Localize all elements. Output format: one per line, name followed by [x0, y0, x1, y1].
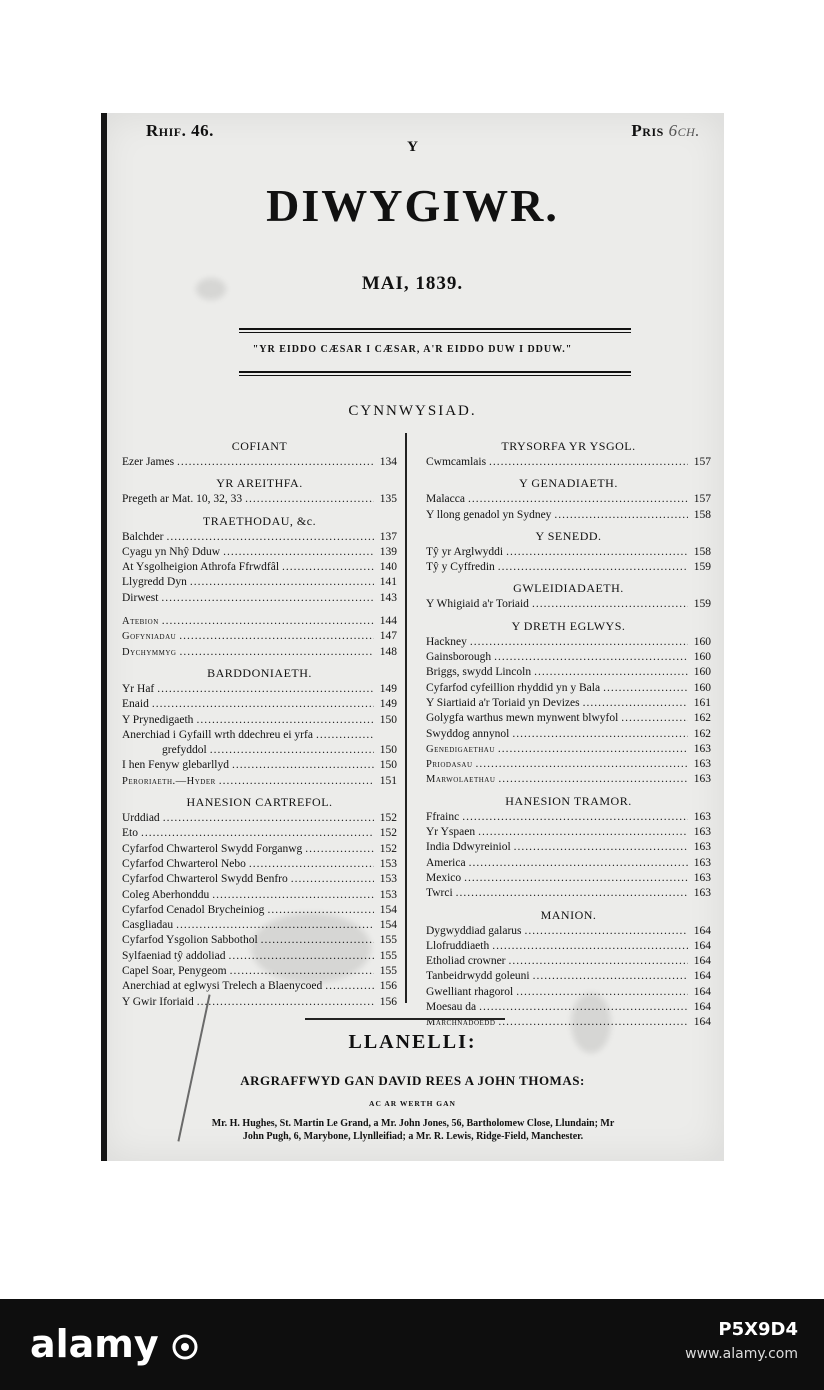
dot-leader — [163, 811, 374, 826]
toc-section-heading: Y GENADIAETH. — [519, 476, 618, 491]
toc-entry — [426, 508, 711, 523]
toc-entry — [426, 840, 711, 855]
toc-entry-title: Capel Soar, Penygeom — [122, 965, 227, 978]
dot-leader — [468, 492, 688, 507]
toc-entry-page: 164 — [693, 1016, 711, 1029]
dot-leader — [219, 774, 374, 789]
site-url: www.alamy.com — [685, 1346, 798, 1362]
dot-leader — [325, 979, 374, 994]
rule-bottom — [239, 371, 631, 376]
dot-leader — [305, 842, 374, 857]
toc-entry-page: 154 — [379, 903, 397, 916]
dot-leader — [179, 629, 374, 644]
dot-leader — [167, 530, 374, 545]
toc-entry-page: 143 — [379, 591, 397, 604]
toc-entry-page: 164 — [693, 1001, 711, 1014]
toc-section-heading: Y SENEDD. — [535, 528, 602, 543]
toc-entry — [122, 614, 397, 629]
toc-entry — [122, 842, 397, 857]
toc-entry-title: Eto — [122, 827, 138, 840]
toc-entry — [426, 924, 711, 939]
toc-entry-title: Atebion — [122, 616, 159, 628]
toc-entry — [426, 560, 711, 575]
toc-entry-page: 158 — [693, 508, 711, 521]
toc-section-heading: MANION. — [540, 907, 597, 922]
toc-entry-page: 156 — [379, 980, 397, 993]
toc-entry-title: Cyfarfod Chwarterol Swydd Benfro — [122, 873, 288, 886]
toc-entry-title: I hen Fenyw glebarllyd — [122, 759, 229, 772]
toc-entry-page: 163 — [693, 810, 711, 823]
toc-entry — [122, 743, 397, 758]
toc-entry-title: Urddiad — [122, 812, 160, 825]
toc-entry-page: 160 — [693, 651, 711, 664]
toc-left-column — [122, 433, 397, 1010]
toc-entry — [122, 995, 397, 1010]
toc-entry-page: 139 — [379, 545, 397, 558]
dot-leader — [456, 886, 688, 901]
dot-leader — [162, 614, 374, 629]
toc-entry-title: Malacca — [426, 493, 465, 506]
ink-smudge — [251, 913, 371, 983]
issue-date: MAI, 1839. — [361, 273, 464, 294]
toc-entry — [122, 455, 397, 470]
toc-entry-page: 158 — [693, 545, 711, 558]
dot-leader — [476, 757, 688, 772]
dot-leader — [157, 682, 374, 697]
dot-leader — [603, 681, 688, 696]
toc-entry-title: Y Siartiaid a'r Toriaid yn Devizes — [426, 696, 580, 709]
toc-entry — [122, 697, 397, 712]
toc-entry-page: 153 — [379, 857, 397, 870]
dot-leader — [478, 825, 688, 840]
dot-leader — [498, 772, 688, 787]
toc-entry — [122, 645, 397, 660]
toc-entry-title: Marwolaethau — [426, 774, 496, 786]
dot-leader — [489, 455, 688, 470]
toc-entry-page: 163 — [693, 856, 711, 869]
toc-entry-title: Twrci — [426, 887, 453, 900]
toc-entry — [426, 772, 711, 787]
dot-leader — [464, 871, 688, 886]
toc-section-heading: BARDDONIAETH. — [207, 665, 312, 680]
toc-entry-title: Gwelliant rhagorol — [426, 985, 514, 998]
toc-entry-page: 135 — [379, 493, 397, 506]
toc-entry-title: Casgliadau — [122, 919, 174, 932]
toc-entry-page: 164 — [693, 985, 711, 998]
toc-entry-page: 164 — [693, 924, 711, 937]
toc-entry — [426, 1000, 711, 1015]
toc-entry-page: 163 — [693, 826, 711, 839]
toc-entry — [426, 954, 711, 969]
toc-entry-title: Briggs, swydd Lincoln — [426, 666, 532, 679]
toc-entry-title: India Ddwyreiniol — [426, 841, 511, 854]
toc-entry — [122, 560, 397, 575]
dot-leader — [161, 591, 374, 606]
dot-leader — [223, 545, 374, 560]
toc-entry — [122, 492, 397, 507]
toc-entry-title: Golygfa warthus mewn mynwent blwyfol — [426, 712, 619, 725]
price-label: Pris — [631, 121, 664, 140]
toc-entry-page: 152 — [379, 827, 397, 840]
toc-entry-page: 137 — [379, 530, 397, 543]
rule-top — [239, 328, 631, 333]
toc-entry — [426, 825, 711, 840]
toc-entry — [426, 727, 711, 742]
toc-entry-page: 153 — [379, 888, 397, 901]
toc-entry-title: Gofyniadau — [122, 631, 177, 643]
toc-entry-page: 150 — [379, 759, 397, 772]
toc-entry — [122, 591, 397, 606]
dot-leader — [197, 995, 374, 1010]
dot-leader — [534, 665, 688, 680]
toc-entry-page: 150 — [379, 713, 397, 726]
imprint-rule — [305, 1018, 505, 1020]
dot-leader — [509, 954, 688, 969]
newspaper-page — [101, 113, 724, 1161]
toc-entry-page: 163 — [693, 773, 711, 786]
dot-leader — [533, 969, 688, 984]
dot-leader — [210, 743, 374, 758]
toc-entry-title: Moesau da — [426, 1001, 477, 1014]
toc-entry-title: Tanbeidrwydd goleuni — [426, 970, 530, 983]
dot-leader — [249, 857, 374, 872]
toc-entry-title: Y Gwir Iforiaid — [122, 995, 194, 1008]
agents-line-1: Mr. H. Hughes, St. Martin Le Grand, a Mr. John Jones, 56, Bartholomew Close, Llundain; Mr — [211, 1118, 615, 1129]
toc-entry-title: Y Prynedigaeth — [122, 713, 194, 726]
toc-right-column — [426, 433, 711, 1031]
toc-entry-page: 141 — [379, 576, 397, 589]
toc-entry-title: Tŷ yr Arglwyddi — [426, 545, 504, 558]
toc-entry-title: Ffrainc — [426, 810, 460, 823]
toc-entry — [426, 871, 711, 886]
contents-heading: CYNNWYSIAD. — [348, 403, 477, 419]
title-article: Y — [407, 139, 418, 155]
toc-section-heading: Y DRETH EGLWYS. — [511, 618, 626, 633]
toc-entry-title: Priodasau — [426, 759, 473, 771]
toc-entry — [426, 757, 711, 772]
issue-number: Rhif. 46. — [146, 121, 214, 140]
dot-leader — [152, 697, 374, 712]
price — [631, 121, 700, 141]
imprint-place: LLANELLI: — [348, 1031, 477, 1053]
toc-entry-title: Llofruddiaeth — [426, 939, 490, 952]
ink-smudge — [196, 278, 226, 300]
toc-section-heading: HANESION TRAMOR. — [505, 793, 632, 808]
dot-leader — [532, 597, 688, 612]
toc-entry-title: Cyagu yn Nhŷ Dduw — [122, 545, 221, 558]
dot-leader — [506, 545, 688, 560]
toc-entry-title: Cyfarfod Ysgolion Sabbothol — [122, 934, 258, 947]
toc-entry-page: 155 — [379, 965, 397, 978]
toc-entry-title: Y llong genadol yn Sydney — [426, 508, 552, 521]
toc-entry — [426, 711, 711, 726]
toc-entry — [426, 742, 711, 757]
toc-entry-page: 162 — [693, 712, 711, 725]
toc-entry-page: 162 — [693, 727, 711, 740]
toc-entry — [122, 774, 397, 789]
toc-entry — [426, 545, 711, 560]
dot-leader — [470, 635, 688, 650]
toc-entry-title: America — [426, 856, 466, 869]
toc-entry-title: Mexico — [426, 871, 462, 884]
brand-logo-icon — [171, 1333, 199, 1361]
toc-entry-title: Pregeth ar Mat. 10, 32, 33 — [122, 493, 243, 506]
toc-entry — [122, 682, 397, 697]
toc-entry-title: grefyddol — [162, 744, 207, 757]
toc-entry-title: Ezer James — [122, 456, 175, 468]
toc-entry-title: At Ysgolheigion Athrofa Ffrwdfâl — [122, 561, 280, 574]
toc-entry-page: 160 — [693, 666, 711, 679]
dot-leader — [469, 856, 688, 871]
toc-entry-page: 152 — [379, 812, 397, 825]
dot-leader — [554, 508, 688, 523]
toc-entry-page: 163 — [693, 841, 711, 854]
dot-leader — [177, 455, 374, 470]
dot-leader — [141, 826, 374, 841]
motto: "YR EIDDO CÆSAR I CÆSAR, A'R EIDDO DUW I DDUW." — [252, 344, 573, 355]
dot-leader — [621, 711, 688, 726]
toc-entry — [122, 811, 397, 826]
toc-entry-page: 154 — [379, 919, 397, 932]
toc-entry — [122, 872, 397, 887]
toc-entry — [426, 856, 711, 871]
toc-entry-title: Dychymmyg — [122, 646, 177, 658]
toc-entry-page: 144 — [379, 615, 397, 628]
toc-entry-title: Genedigaethau — [426, 743, 495, 755]
watermark-band — [0, 1299, 824, 1390]
watermark-info — [685, 1319, 798, 1362]
toc-entry — [122, 888, 397, 903]
toc-entry-title: Anerchiad i Gyfaill wrth ddechreu ei yrfa — [122, 728, 313, 741]
dot-leader — [525, 924, 689, 939]
toc-entry — [426, 455, 711, 470]
toc-entry-title: Enaid — [122, 698, 149, 711]
dot-leader — [583, 696, 688, 711]
toc-section-heading: TRYSORFA YR YSGOL. — [501, 439, 636, 453]
page-spine-edge — [101, 113, 107, 1161]
dot-leader — [212, 888, 374, 903]
toc-section-heading: HANESION CARTREFOL. — [186, 795, 333, 810]
toc-entry-page: 148 — [379, 645, 397, 658]
toc-entry — [426, 597, 711, 612]
toc-entry-page: 164 — [693, 970, 711, 983]
dot-leader — [316, 728, 374, 743]
dot-leader — [291, 872, 374, 887]
toc-entry-page: 164 — [693, 955, 711, 968]
toc-entry-page: 160 — [693, 681, 711, 694]
dot-leader — [512, 727, 688, 742]
toc-entry-title: Cwmcamlais — [426, 456, 487, 468]
toc-entry-title: Cyfarfod Chwarterol Nebo — [122, 857, 246, 870]
toc-entry-title: Sylfaeniad tŷ addoliad — [122, 949, 226, 962]
toc-entry-page: 161 — [693, 696, 711, 709]
toc-entry-title: Gainsborough — [426, 651, 492, 664]
toc-entry-page: 153 — [379, 873, 397, 886]
toc-entry — [122, 713, 397, 728]
toc-entry-title: Marchnadoedd — [426, 1017, 496, 1029]
toc-entry — [122, 903, 397, 918]
toc-entry-page: 149 — [379, 698, 397, 711]
image-code: P5X9D4 — [718, 1319, 798, 1340]
toc-entry — [426, 969, 711, 984]
toc-entry-page: 159 — [693, 561, 711, 574]
toc-entry — [426, 681, 711, 696]
toc-entry-page: 155 — [379, 949, 397, 962]
toc-section-heading: YR AREITHFA. — [216, 476, 303, 491]
toc-entry-page: 155 — [379, 934, 397, 947]
toc-entry-title: Balchder — [122, 530, 164, 543]
toc-entry-page: 163 — [693, 887, 711, 900]
toc-entry — [426, 492, 711, 507]
toc-entry-title: Yr Haf — [122, 682, 155, 695]
toc-entry-page: 147 — [379, 630, 397, 643]
toc-entry-title: Cyfarfod Cenadol Brycheiniog — [122, 903, 265, 916]
toc-entry-page: 163 — [693, 758, 711, 771]
toc-entry-page: 163 — [693, 742, 711, 755]
imprint-printer: ARGRAFFWYD GAN DAVID REES A JOHN THOMAS: — [240, 1073, 585, 1088]
toc-entry — [122, 826, 397, 841]
masthead-title: DIWYGIWR. — [266, 180, 559, 231]
toc-entry-title: Cyfarfod cyfeillion rhyddid yn y Bala — [426, 681, 601, 694]
toc-entry — [122, 629, 397, 644]
toc-entry — [122, 758, 397, 773]
toc-entry — [426, 985, 711, 1000]
toc-entry-title: Llygredd Dyn — [122, 576, 187, 589]
toc-entry-title: Dygwyddiad galarus — [426, 924, 522, 937]
toc-entry-title: Etholiad crowner — [426, 955, 506, 968]
toc-entry — [426, 665, 711, 680]
toc-entry — [426, 635, 711, 650]
toc-section-heading: COFIANT — [231, 439, 288, 453]
imprint-sold-by: AC AR WERTH GAN — [369, 1099, 456, 1108]
dot-leader — [245, 492, 374, 507]
toc-entry-title: Tŷ y Cyffredin — [426, 561, 495, 574]
toc-entry-title: Y Whigiaid a'r Toriaid — [426, 598, 529, 611]
brand-text: alamy — [30, 1322, 159, 1366]
toc-entry — [426, 886, 711, 901]
toc-entry-title: Coleg Aberhonddu — [122, 888, 210, 901]
toc-entry-title: Dirwest — [122, 591, 159, 604]
toc-entry-title: Yr Yspaen — [426, 826, 476, 839]
dot-leader — [514, 840, 688, 855]
agents-line-2: John Pugh, 6, Marybone, Llynlleifiad; a Mr. R. Lewis, Ridge-Field, Manchester. — [242, 1131, 584, 1142]
imprint-agents — [113, 1117, 713, 1143]
dot-leader — [498, 742, 688, 757]
toc-entry-title: Hackney — [426, 635, 467, 648]
price-handwritten: 6ch. — [668, 121, 700, 140]
dot-leader — [196, 713, 374, 728]
toc-entry-page: 140 — [379, 561, 397, 574]
toc-entry — [426, 696, 711, 711]
toc-entry-page: 151 — [379, 774, 397, 787]
toc-entry-page: 160 — [693, 635, 711, 648]
toc-entry — [426, 810, 711, 825]
dot-leader — [190, 575, 374, 590]
toc-entry-page: 150 — [379, 744, 397, 757]
toc-entry-page: 164 — [693, 939, 711, 952]
toc-entry-page: 156 — [379, 995, 397, 1008]
dot-leader — [494, 650, 688, 665]
toc-entry — [122, 575, 397, 590]
dot-leader — [462, 810, 688, 825]
toc-section-heading: TRAETHODAU, &c. — [202, 513, 317, 528]
dot-leader — [492, 939, 688, 954]
toc-entry — [122, 530, 397, 545]
toc-entry-page: 157 — [693, 456, 711, 468]
toc-entry-title: Cyfarfod Chwarterol Swydd Forganwg — [122, 842, 303, 855]
toc-entry-title: Anerchiad at eglwysi Trelech a Blaenycoed — [122, 980, 323, 993]
toc-entry — [122, 857, 397, 872]
ink-smudge — [571, 993, 611, 1053]
watermark-brand — [0, 1299, 199, 1390]
toc-entry-page: 157 — [693, 493, 711, 506]
toc-entry-page: 152 — [379, 842, 397, 855]
toc-entry-page: 134 — [379, 456, 397, 468]
dot-leader — [179, 645, 374, 660]
toc-entry-title: Swyddog annynol — [426, 727, 510, 740]
dot-leader — [232, 758, 374, 773]
toc-entry — [426, 939, 711, 954]
toc-entry — [122, 979, 397, 994]
dot-leader — [498, 560, 688, 575]
toc-entry — [122, 728, 397, 743]
toc-entry-page: 149 — [379, 682, 397, 695]
toc-entry-page: 159 — [693, 598, 711, 611]
toc-section-heading: GWLEIDIADAETH. — [513, 581, 624, 596]
toc-entry — [426, 650, 711, 665]
toc-entry — [122, 545, 397, 560]
toc-entry-title: Peroriaeth.—Hyder — [122, 775, 216, 787]
dot-leader — [282, 560, 374, 575]
column-divider — [405, 433, 407, 1003]
toc-entry-page: 163 — [693, 871, 711, 884]
